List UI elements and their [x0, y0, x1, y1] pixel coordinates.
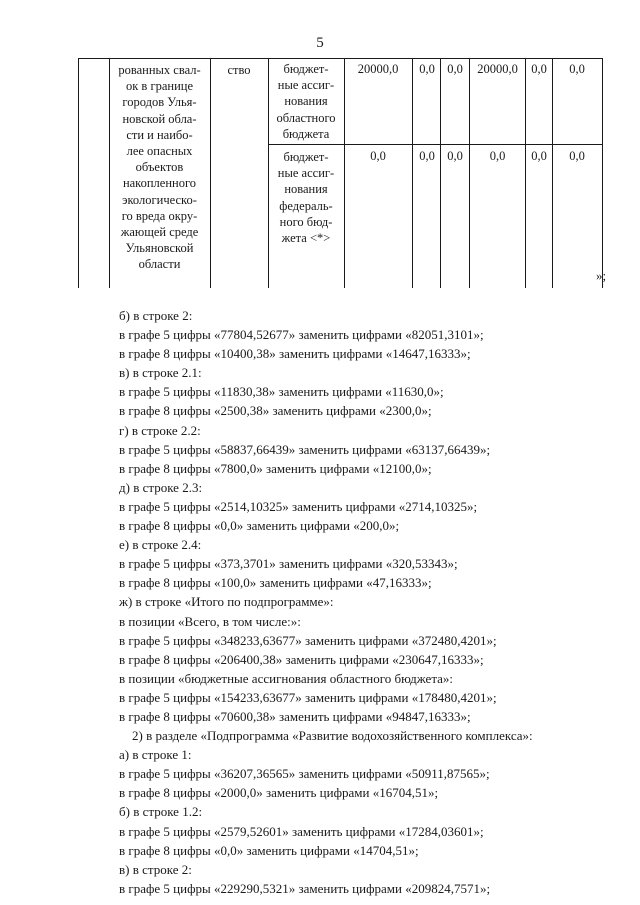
measure-name-cell — [111, 62, 208, 273]
executor-cell: ство — [227, 63, 251, 77]
text-line: в графе 5 цифры «36207,36565» заменить цифрами «50911,87565»; — [119, 766, 490, 782]
value-cell: 0,0 — [531, 149, 547, 163]
text-line: в) в строке 2: — [119, 861, 192, 877]
funding-source-line: ные ассиг- — [277, 78, 335, 93]
funding-source-line: бюджет- — [283, 62, 329, 76]
value-cell: 0,0 — [569, 62, 585, 76]
table-rule-col5 — [412, 58, 413, 288]
text-line: в графе 8 цифры «0,0» заменить цифрами «200,0»; — [119, 518, 400, 534]
funding-source-cell — [270, 61, 342, 142]
table-rule-col9 — [552, 58, 553, 288]
value-cell: 0,0 — [419, 62, 435, 76]
text-line: в графе 8 цифры «10400,38» заменить цифрами «14647,16333»; — [119, 346, 471, 362]
funding-source-line: бюджета — [282, 126, 330, 141]
text-line: в графе 8 цифры «100,0» заменить цифрами «47,16333»; — [119, 575, 432, 591]
table-closing-quote: »; — [596, 268, 607, 283]
value-cell: 0,0 — [447, 149, 463, 163]
amendment-text — [119, 306, 599, 898]
text-line: в позиции «Всего, в том числе:»: — [119, 613, 301, 629]
table-rule-col6 — [440, 58, 441, 288]
text-line: а) в строке 1: — [119, 747, 192, 763]
table-rule-col1 — [109, 58, 110, 288]
text-line: в графе 5 цифры «348233,63677» заменить цифрами «372480,4201»; — [119, 632, 497, 648]
text-line: д) в строке 2.3: — [119, 479, 203, 495]
funding-source-line: ного бюд- — [279, 214, 333, 229]
value-cell: 0,0 — [419, 149, 435, 163]
funding-source-line: жета <*> — [281, 231, 331, 246]
text-line: в графе 8 цифры «7800,0» заменить цифрами «12100,0»; — [119, 460, 432, 476]
value-cell: 0,0 — [370, 149, 386, 163]
text-line: в графе 8 цифры «2000,0» заменить цифрами «16704,51»; — [119, 785, 439, 801]
measure-name-line: новской обла- — [122, 111, 197, 126]
table-border-right — [602, 58, 603, 288]
text-line: г) в строке 2.2: — [119, 422, 201, 438]
value-cell: 20000,0 — [477, 62, 518, 76]
funding-source-line: нования — [284, 94, 328, 109]
text-line: в графе 5 цифры «2514,10325» заменить цифрами «2714,10325»; — [119, 498, 478, 514]
measure-name-line: Ульяновской — [125, 241, 194, 256]
table-rule-col8 — [525, 58, 526, 288]
measure-name-line: городов Улья- — [122, 95, 197, 110]
text-line: в) в строке 2.1: — [119, 365, 202, 381]
funding-source-cell — [270, 149, 342, 246]
table-row-divider — [268, 144, 603, 145]
text-line: в графе 8 цифры «206400,38» заменить цифрами «230647,16333»; — [119, 651, 484, 667]
measure-name-line: рованных свал- — [118, 63, 201, 77]
measure-name-line: го вреда окру- — [121, 208, 198, 223]
funding-source-line: областного — [276, 110, 336, 125]
measure-name-line: накопленного — [122, 176, 197, 191]
text-line: ж) в строке «Итого по подпрограмме»: — [119, 594, 334, 610]
text-line: б) в строке 1.2: — [119, 804, 203, 820]
text-line: в графе 5 цифры «229290,5321» заменить цифрами «209824,7571»; — [119, 880, 491, 896]
measure-name-line: ок в границе — [125, 79, 194, 94]
text-line: в графе 5 цифры «11830,38» заменить цифрами «11630,0»; — [119, 384, 444, 400]
funding-source-line: ные ассиг- — [277, 166, 335, 181]
funding-source-line: нования — [284, 182, 328, 197]
budget-table — [78, 58, 603, 288]
text-line: в позиции «бюджетные ассигнования областного бюджета»: — [119, 670, 454, 686]
funding-source-line: федераль- — [279, 198, 333, 213]
table-rule-col3 — [268, 58, 269, 288]
value-cell: 0,0 — [489, 149, 506, 163]
measure-name-line: объектов — [135, 160, 184, 175]
text-line: в графе 5 цифры «58837,66439» заменить цифрами «63137,66439»; — [119, 441, 491, 457]
page-number: 5 — [316, 35, 324, 51]
measure-name-line: жающей среде — [120, 225, 199, 240]
text-line: в графе 8 цифры «70600,38» заменить цифрами «94847,16333»; — [119, 708, 471, 724]
text-line: в графе 5 цифры «373,3701» заменить цифрами «320,53343»; — [119, 556, 458, 572]
funding-source-line: бюджет- — [283, 150, 329, 164]
value-cell: 20000,0 — [357, 62, 399, 76]
table-rule-col4 — [344, 58, 345, 288]
value-cell: 0,0 — [447, 62, 463, 76]
text-line: 2) в разделе «Подпрограмма «Развитие водохозяйственного комплекса»: — [132, 728, 533, 744]
table-rule-col2 — [210, 58, 211, 288]
value-cell: 0,0 — [569, 149, 585, 163]
value-cell: 0,0 — [531, 62, 547, 76]
measure-name-line: сти и наибо- — [126, 127, 193, 142]
text-line: е) в строке 2.4: — [119, 537, 202, 553]
text-line: в графе 5 цифры «2579,52601» заменить цифрами «17284,03601»; — [119, 823, 484, 839]
measure-name-line: экологическо- — [122, 192, 197, 207]
table-rule-col7 — [469, 58, 470, 288]
measure-name-line: области — [138, 257, 181, 272]
measure-name-line: лее опасных — [126, 144, 193, 159]
text-line: б) в строке 2: — [119, 308, 193, 323]
text-line: в графе 8 цифры «2500,38» заменить цифрами «2300,0»; — [119, 403, 432, 419]
text-line: в графе 5 цифры «77804,52677» заменить цифрами «82051,3101»; — [119, 327, 484, 343]
table-border-left — [78, 58, 79, 288]
text-line: в графе 5 цифры «154233,63677» заменить цифрами «178480,4201»; — [119, 689, 497, 705]
text-line: в графе 8 цифры «0,0» заменить цифрами «14704,51»; — [119, 842, 419, 858]
